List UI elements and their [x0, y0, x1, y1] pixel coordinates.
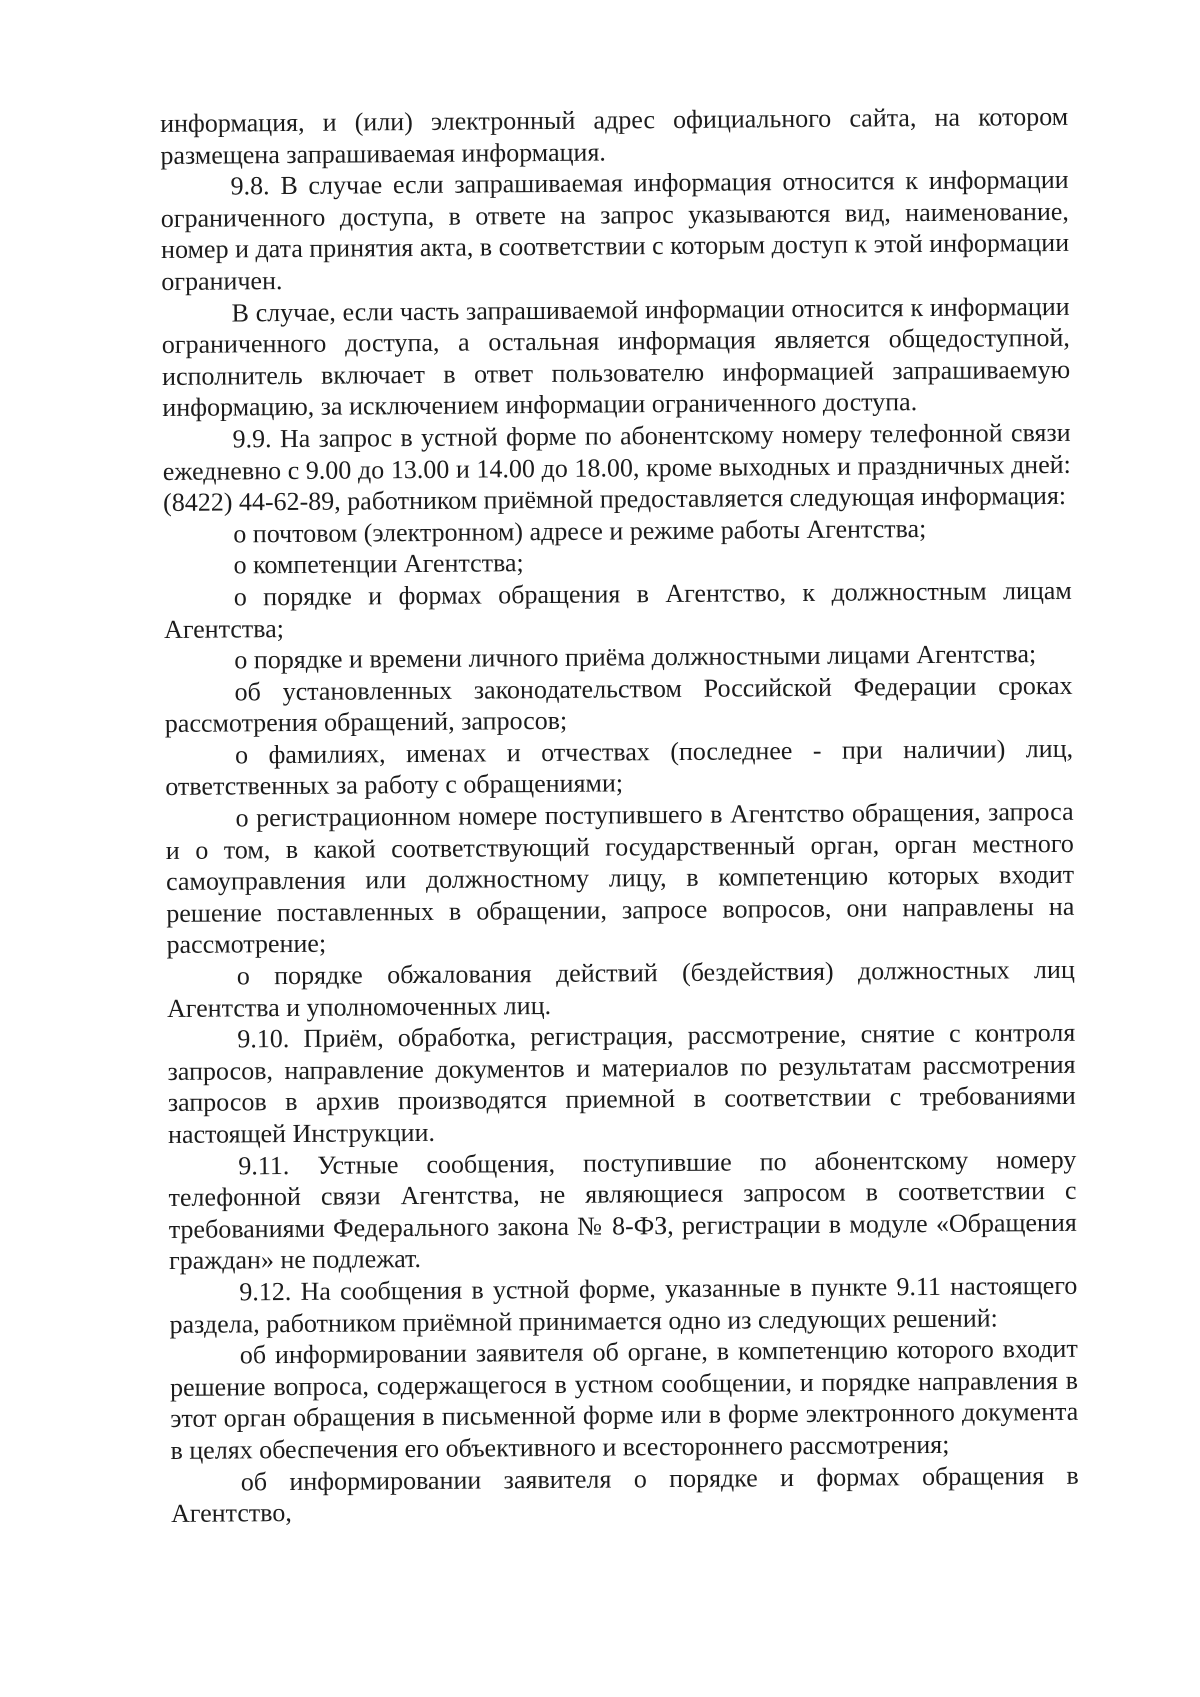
paragraph-9-11: 9.11. Устные сообщения, поступившие по абонентскому номеру телефонной связи Агентства, не являющиеся запросом в соответствии с требованиями Федерального закона № 8-ФЗ, регистрации в модуле «Обращения граждан» не подлежат.: [168, 1144, 1077, 1276]
list-item-responsible-persons: о фамилиях, именах и отчествах (последнее - при наличии) лиц, ответственных за работу с обращениями;: [165, 733, 1074, 802]
paragraph-restricted-part: В случае, если часть запрашиваемой информации относится к информации ограниченного доступа, а остальная информация является общедоступной, исполнитель включает в ответ пользователю информацией запрашиваемую информацию, за исключением информации ограниченного доступа.: [161, 291, 1071, 423]
paragraph-9-9: 9.9. На запрос в устной форме по абонентскому номеру телефонной связи ежедневно с 9.00 до 13.00 и 14.00 до 18.00, кроме выходных и праздничных дней: (8422) 44-62-89, работником приёмной предоставляется следующая информация:: [162, 417, 1071, 518]
list-item-review-terms: об установленных законодательством Российской Федерации сроках рассмотрения обращений, запросов;: [164, 670, 1073, 739]
list-item-registration-number: о регистрационном номере поступившего в Агентство обращения, запроса и о том, в какой соответствующий государственный орган, орган местного самоуправления или должностному лицу, в компетенцию которых входит решение поставленных в обращении, запросе вопросов, они направлены на рассмотрение;: [165, 796, 1075, 960]
list-item-inform-about-authority: об информировании заявителя об органе, в компетенцию которого входит решение вопроса, содержащегося в устном сообщении, и порядке направления в этот орган обращения в письменной форме или в форме электронного документа в целях обеспечения его объективного и всестороннего рассмотрения;: [169, 1333, 1079, 1465]
list-item-reception-time: о порядке и времени личного приёма должностными лицами Агентства;: [234, 639, 1037, 675]
paragraph-9-10: 9.10. Приём, обработка, регистрация, рассмотрение, снятие с контроля запросов, направление документов и материалов по результатам рассмотрения запросов в архив производятся приемной в соответствии с требованиями настоящей Инструкции.: [167, 1018, 1076, 1149]
list-item-appeal-procedure: о порядке и формах обращения в Агентство, к должностным лицам Агентства;: [163, 575, 1072, 644]
list-item-inform-about-procedure: об информировании заявителя о порядке и формах обращения в Агентство,: [170, 1460, 1079, 1529]
list-item-appeal-of-actions: о порядке обжалования действий (бездействия) должностных лиц Агентства и уполномоченных лиц.: [166, 954, 1075, 1023]
paragraph-9-8: 9.8. В случае если запрашиваемая информация относится к информации ограниченного доступа, в ответе на запрос указываются вид, наименование, номер и дата принятия акта, в соответствии с которым доступ к этой информации ограничен.: [160, 165, 1070, 296]
paragraph-9-12: 9.12. На сообщения в устной форме, указанные в пункте 9.11 настоящего раздела, работником приёмной принимается одно из следующих решений:: [169, 1270, 1078, 1339]
paragraph-continuation: информация, и (или) электронный адрес официального сайта, на котором размещена запрашиваемая информация.: [160, 101, 1069, 170]
list-item-postal-address: о почтовом (электронном) адресе и режиме работы Агентства;: [233, 513, 927, 549]
document-page: [160, 101, 1079, 1530]
list-item-competence: о компетенции Агентства;: [233, 548, 524, 580]
